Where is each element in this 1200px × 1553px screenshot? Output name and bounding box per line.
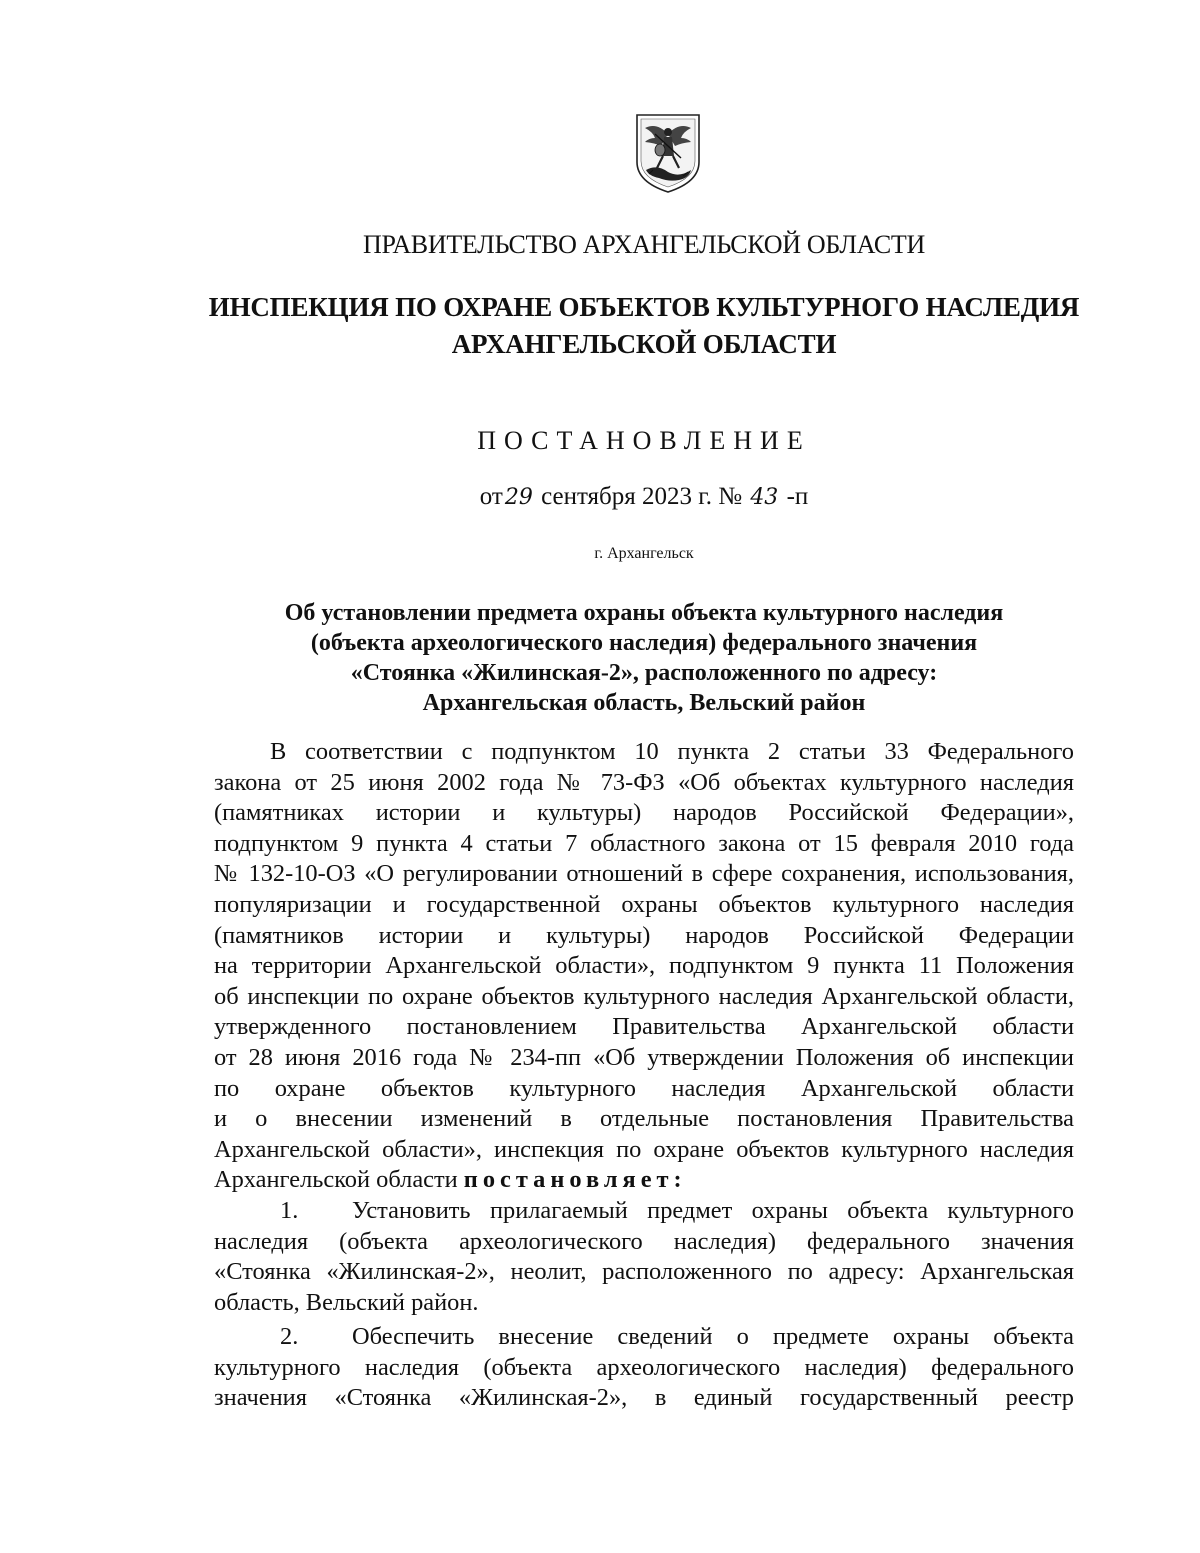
item-1-first-line [214,1196,1074,1227]
inspection-title [0,289,1200,363]
preamble-line: по охране объектов культурного наследия Архангельской области [214,1074,1074,1102]
item-1-line: наследия (объекта археологического наследия) федерального значения [214,1227,1074,1255]
item-1-last-line: область, Вельский район. [214,1288,479,1316]
subject-line: «Стоянка «Жилинская-2», расположенного по адресу: [350,660,938,686]
preamble-line: (памятников истории и культуры) народов Российской Федерации [214,921,1074,949]
subject-line: (объекта археологического наследия) федерального значения [310,630,978,656]
inspection-title-line-2: АРХАНГЕЛЬСКОЙ ОБЛАСТИ [451,329,837,359]
preamble-line: утвержденного постановлением Правительства Архангельской области [214,1013,1074,1041]
inspection-title-line-1: ИНСПЕКЦИЯ ПО ОХРАНЕ ОБЪЕКТОВ КУЛЬТУРНОГО НАСЛЕДИЯ [208,292,1080,322]
subject-line: Архангельская область, Вельский район [422,690,866,716]
date-prefix: от [479,483,503,510]
preamble-line: от 28 июня 2016 года № 234-пп «Об утверждении Положения об инспекции [214,1043,1074,1071]
number-suffix: -п [786,483,809,510]
item-2-line: значения «Стоянка «Жилинская-2», в единый государственный реестр [214,1384,1074,1412]
preamble-line: об инспекции по охране объектов культурного наследия Архангельской области, [214,982,1074,1010]
preamble-last-line [214,1165,1074,1196]
item-1-number: 1. [280,1196,299,1224]
preamble-line: и о внесении изменений в отдельные постановления Правительства [214,1105,1074,1133]
handwritten-number: 43 [750,485,779,510]
document-city: г. Архангельск [594,545,694,562]
item-2-first-line [214,1322,1074,1353]
preamble-line: № 132-10-ОЗ «О регулировании отношений в сфере сохранения, использования, [214,860,1074,888]
item-2-number: 2. [280,1323,299,1351]
preamble-last-text: Архангельской области [214,1166,458,1194]
handwritten-day: 29 [504,485,533,510]
date-rest: сентября 2023 г. № [541,483,743,510]
document-date-line [0,483,1200,511]
preamble-line: подпунктом 9 пункта 4 статьи 7 областного закона от 15 февраля 2010 года [214,829,1074,857]
decree-word: постановляет: [463,1166,687,1194]
item-1-text: Установить прилагаемый предмет охраны объекта культурного [352,1196,1074,1224]
item-2-line: культурного наследия (объекта археологического наследия) федерального [214,1353,1074,1381]
item-2-text: Обеспечить внесение сведений о предмете охраны объекта [352,1323,1074,1351]
preamble-line: популяризации и государственной охраны объектов культурного наследия [214,890,1074,918]
preamble-line: Архангельской области», инспекция по охране объектов культурного наследия [214,1135,1074,1163]
item-1-line: «Стоянка «Жилинская-2», неолит, расположенного по адресу: Архангельская [214,1258,1074,1286]
preamble-line: В соответствии с подпунктом 10 пункта 2 статьи 33 Федерального [270,738,1074,765]
document-body [214,737,1074,1414]
document-subject [0,598,1200,718]
document-type-heading: ПОСТАНОВЛЕНИЕ [477,426,811,455]
government-title: ПРАВИТЕЛЬСТВО АРХАНГЕЛЬСКОЙ ОБЛАСТИ [363,230,925,259]
preamble-line: на территории Архангельской области», подпунктом 9 пункта 11 Положения [214,952,1074,980]
coat-of-arms-emblem [633,112,703,194]
preamble-line: (памятниках истории и культуры) народов Российской Федерации», [214,799,1074,827]
subject-line: Об установлении предмета охраны объекта культурного наследия [284,600,1004,626]
preamble-line: закона от 25 июня 2002 года № 73-ФЗ «Об объектах культурного наследия [214,768,1074,796]
